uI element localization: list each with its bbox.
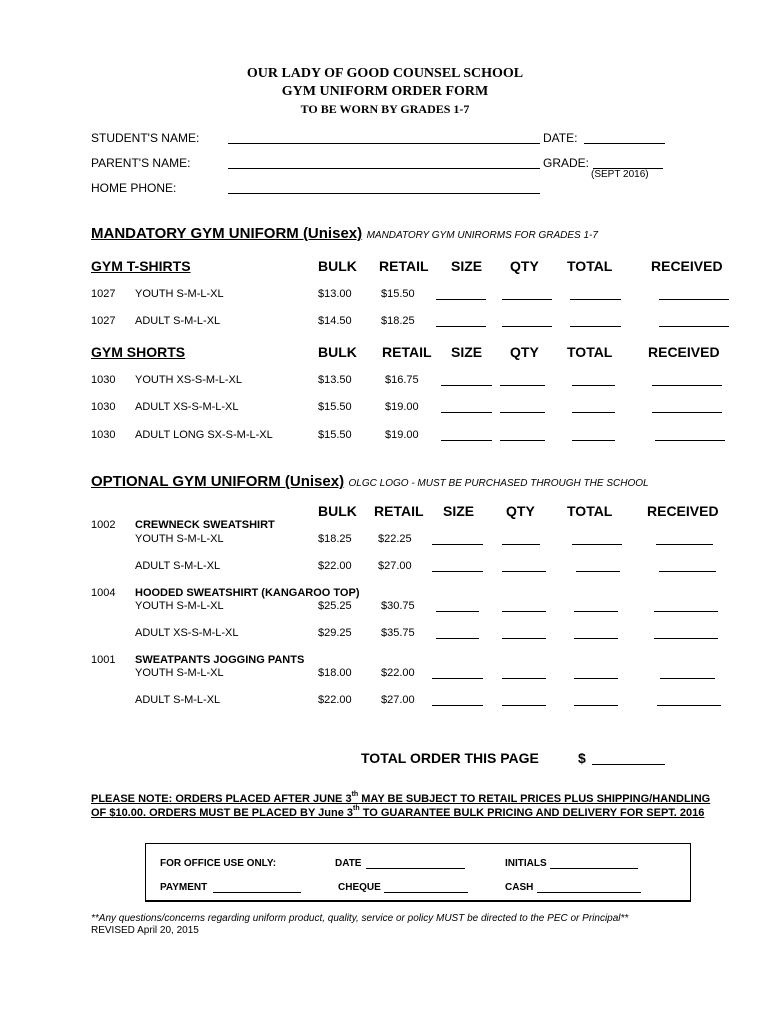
col-qty: QTY (506, 503, 535, 519)
retail-price: $30.75 (381, 600, 415, 612)
received-field[interactable] (652, 412, 722, 413)
col-size: SIZE (451, 258, 483, 274)
item-code: 1027 (91, 288, 116, 300)
parent-name-field[interactable] (228, 168, 540, 169)
retail-price: $22.00 (381, 667, 415, 679)
col-total: TOTAL (567, 503, 613, 519)
size-field[interactable] (436, 326, 486, 327)
bulk-price: $25.25 (318, 600, 352, 612)
item-code: 1030 (91, 401, 116, 413)
size-field[interactable] (441, 385, 492, 386)
col-size: SIZE (451, 344, 483, 360)
qty-field[interactable] (502, 611, 546, 612)
bulk-price: $22.00 (318, 694, 352, 706)
retail-price: $27.00 (381, 694, 415, 706)
office-cheque-label: CHEQUE (338, 882, 381, 893)
notice-line-2: OF $10.00. ORDERS MUST BE PLACED BY June 3th TO GUARANTEE BULK PRICING AND DELIVERY FOR SEPT. 2016 (91, 805, 705, 819)
received-field[interactable] (659, 299, 729, 300)
office-initials-field[interactable] (550, 868, 638, 869)
shorts-heading: GYM SHORTS (91, 344, 186, 360)
item-desc: ADULT S-M-L-XL (135, 315, 221, 327)
item-code: 1004 (91, 587, 116, 599)
received-field[interactable] (656, 544, 713, 545)
size-field[interactable] (432, 544, 483, 545)
received-field[interactable] (659, 571, 716, 572)
total-field[interactable] (574, 705, 618, 706)
bulk-price: $15.50 (318, 429, 352, 441)
size-field[interactable] (441, 440, 492, 441)
bulk-price: $15.50 (318, 401, 352, 413)
retail-price: $16.75 (385, 374, 419, 386)
received-field[interactable] (654, 611, 718, 612)
item-name: HOODED SWEATSHIRT (KANGAROO TOP) (135, 587, 360, 599)
retail-price: $19.00 (385, 429, 419, 441)
qty-field[interactable] (502, 571, 546, 572)
item-desc: YOUTH XS-S-M-L-XL (135, 374, 242, 386)
col-retail: RETAIL (379, 258, 429, 274)
item-code: 1027 (91, 315, 116, 327)
total-field[interactable] (570, 299, 621, 300)
total-field[interactable] (572, 544, 622, 545)
size-field[interactable] (441, 412, 492, 413)
grade-label: GRADE: (543, 156, 590, 170)
received-field[interactable] (657, 705, 721, 706)
col-total: TOTAL (567, 344, 613, 360)
item-desc: YOUTH S-M-L-XL (135, 667, 224, 679)
total-field[interactable] (572, 440, 615, 441)
date-field[interactable] (584, 143, 665, 144)
item-desc: ADULT S-M-L-XL (135, 560, 221, 572)
col-retail: RETAIL (374, 503, 424, 519)
total-order-label: TOTAL ORDER THIS PAGE (361, 750, 539, 766)
bulk-price: $18.25 (318, 533, 352, 545)
total-order-field[interactable] (592, 764, 665, 765)
item-desc: ADULT XS-S-M-L-XL (135, 627, 239, 639)
col-bulk: BULK (318, 503, 357, 519)
date-label: DATE: (543, 131, 578, 145)
item-desc: YOUTH S-M-L-XL (135, 533, 224, 545)
col-bulk: BULK (318, 258, 357, 274)
home-phone-label: HOME PHONE: (91, 181, 177, 195)
student-name-label: STUDENT'S NAME: (91, 131, 200, 145)
form-title: GYM UNIFORM ORDER FORM (281, 84, 489, 99)
item-name: CREWNECK SWEATSHIRT (135, 519, 275, 531)
col-received: RECEIVED (651, 258, 723, 274)
item-code: 1030 (91, 374, 116, 386)
office-payment-field[interactable] (213, 892, 301, 893)
qty-field[interactable] (500, 385, 545, 386)
office-cheque-field[interactable] (384, 892, 468, 893)
office-use-label: FOR OFFICE USE ONLY: (160, 858, 277, 869)
qty-field[interactable] (502, 299, 552, 300)
received-field[interactable] (655, 440, 725, 441)
qty-field[interactable] (502, 705, 546, 706)
size-field[interactable] (436, 299, 486, 300)
item-name: SWEATPANTS JOGGING PANTS (135, 654, 305, 666)
student-name-field[interactable] (228, 143, 540, 144)
qty-field[interactable] (500, 440, 545, 441)
received-field[interactable] (660, 678, 715, 679)
office-payment-label: PAYMENT (160, 882, 208, 893)
item-desc: ADULT S-M-L-XL (135, 694, 221, 706)
revised-date: REVISED April 20, 2015 (91, 925, 199, 936)
mandatory-heading: MANDATORY GYM UNIFORM (Unisex) MANDATORY GYM UNIRORMS FOR GRADES 1-7 (91, 225, 598, 242)
col-received: RECEIVED (647, 503, 719, 519)
tshirts-heading: GYM T-SHIRTS (91, 258, 191, 274)
item-desc: YOUTH S-M-L-XL (135, 600, 224, 612)
col-size: SIZE (443, 503, 475, 519)
total-field[interactable] (572, 385, 615, 386)
total-field[interactable] (576, 571, 620, 572)
retail-price: $22.25 (378, 533, 412, 545)
total-field[interactable] (572, 412, 615, 413)
parent-name-label: PARENT'S NAME: (91, 156, 191, 170)
item-code: 1001 (91, 654, 116, 666)
office-date-field[interactable] (366, 868, 465, 869)
size-field[interactable] (432, 705, 483, 706)
item-desc: ADULT XS-S-M-L-XL (135, 401, 239, 413)
retail-price: $19.00 (385, 401, 419, 413)
item-desc: YOUTH S-M-L-XL (135, 288, 224, 300)
total-field[interactable] (574, 611, 618, 612)
size-field[interactable] (432, 678, 483, 679)
optional-heading: OPTIONAL GYM UNIFORM (Unisex) OLGC LOGO - MUST BE PURCHASED THROUGH THE SCHOOL (91, 473, 649, 490)
home-phone-field[interactable] (228, 193, 540, 194)
retail-price: $35.75 (381, 627, 415, 639)
col-retail: RETAIL (382, 344, 432, 360)
total-field[interactable] (574, 678, 618, 679)
received-field[interactable] (652, 385, 722, 386)
col-qty: QTY (510, 258, 539, 274)
received-field[interactable] (659, 326, 729, 327)
retail-price: $27.00 (378, 560, 412, 572)
office-cash-label: CASH (505, 882, 534, 893)
qty-field[interactable] (502, 638, 546, 639)
item-code: 1030 (91, 429, 116, 441)
retail-price: $15.50 (381, 288, 415, 300)
form-subtitle: TO BE WORN BY GRADES 1-7 (300, 102, 470, 116)
school-name: OUR LADY OF GOOD COUNSEL SCHOOL (246, 66, 524, 81)
office-date-label: DATE (335, 858, 362, 869)
bulk-price: $18.00 (318, 667, 352, 679)
qty-field[interactable] (502, 544, 540, 545)
item-code: 1002 (91, 519, 116, 531)
size-field[interactable] (436, 638, 479, 639)
received-field[interactable] (654, 638, 718, 639)
qty-field[interactable] (502, 326, 552, 327)
bulk-price: $13.50 (318, 374, 352, 386)
office-use-box (145, 843, 691, 902)
total-currency: $ (578, 750, 586, 766)
retail-price: $18.25 (381, 315, 415, 327)
bulk-price: $13.00 (318, 288, 352, 300)
notice-line-1: PLEASE NOTE: ORDERS PLACED AFTER JUNE 3th MAY BE SUBJECT TO RETAIL PRICES PLUS SHIPPING/HANDLING (91, 791, 711, 805)
qty-field[interactable] (500, 412, 545, 413)
col-total: TOTAL (567, 258, 613, 274)
sept-note: (SEPT 2016) (591, 169, 649, 180)
bulk-price: $29.25 (318, 627, 352, 639)
footer-note: **Any questions/concerns regarding uniform product, quality, service or policy MUST be directed to the PEC or Principal** (91, 913, 629, 924)
col-bulk: BULK (318, 344, 357, 360)
total-field[interactable] (574, 638, 618, 639)
office-initials-label: INITIALS (505, 858, 547, 869)
item-desc: ADULT LONG SX-S-M-L-XL (135, 429, 273, 441)
col-qty: QTY (510, 344, 539, 360)
col-received: RECEIVED (648, 344, 720, 360)
qty-field[interactable] (502, 678, 546, 679)
bulk-price: $22.00 (318, 560, 352, 572)
size-field[interactable] (432, 571, 483, 572)
size-field[interactable] (436, 611, 479, 612)
total-field[interactable] (570, 326, 621, 327)
office-cash-field[interactable] (537, 892, 641, 893)
bulk-price: $14.50 (318, 315, 352, 327)
